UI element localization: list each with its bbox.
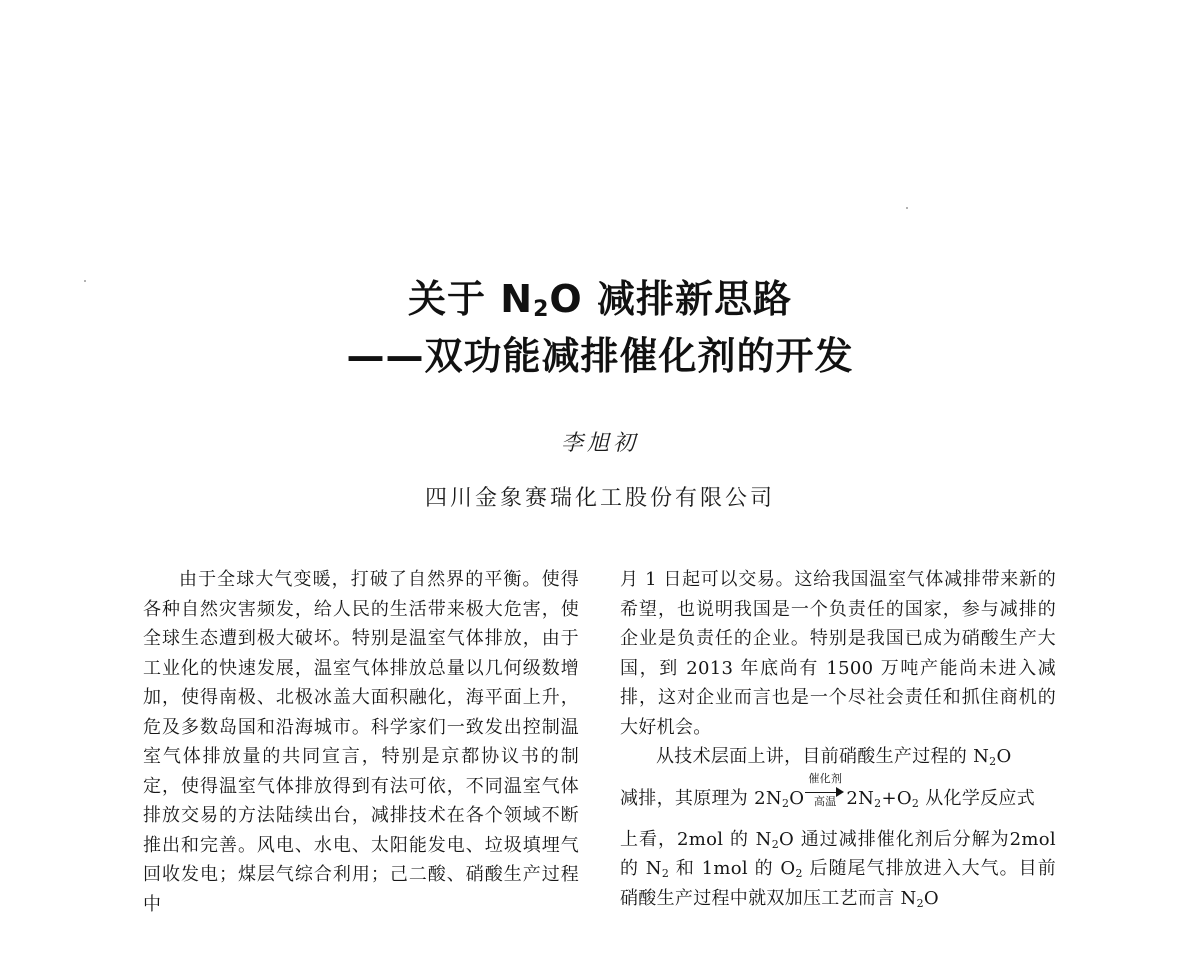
text-line: 电；煤层气综合利用；己二酸、硝酸生产过程中 [143,864,580,915]
reaction-arrow-shaft [805,792,839,793]
text-segment: 2mol 的 N [620,828,1056,879]
subscript: 2 [916,896,924,910]
title-subscript: 2 [533,297,550,322]
right-column [620,565,1056,913]
body-paragraph-line [620,742,1056,772]
text-segment: 从技术层面上讲，目前硝酸生产过程的 N [656,746,990,767]
text-line: 新的希望，也说明我国是一个负责任的国家，参 [620,569,1057,620]
subscript: 2 [771,837,780,851]
title-text-after-subscript: O 减排新思路 [549,277,792,321]
text-line: 科学家们一致发出控制温室气体排放量的共同 [143,716,579,767]
title-line-2: ——双功能减排催化剂的开发 [346,334,854,378]
text-line: 责任和抓住商机的大好机会。 [620,687,1056,738]
author-affiliation: 四川金象赛瑞化工股份有限公司 [424,486,775,511]
subscript: 2 [795,867,803,880]
text-line: 为硝酸生产大国，到 2013 年底尚有 1500 万吨产 [620,628,1056,679]
subscript: 2 [989,755,997,768]
reaction-catalyst-label: 催化剂 [808,771,843,785]
text-line: 总量以几何级数增加，使得南极、北极冰盖大面 [143,657,579,708]
body-paragraph [620,565,1056,742]
subscript: 2 [661,867,670,880]
text-line: 法陆续出台，减排技术在各个领域不断推出和完 [143,805,579,856]
text-segment: O [996,746,1012,767]
title-line-1 [0,268,1200,323]
text-line: 善。风电、水电、太阳能发电、垃圾填埋气回收发 [143,834,580,885]
text-line: 体排放，由于工业化的快速发展，温室气体排放 [143,628,579,679]
reaction-arrow [805,771,845,810]
equation-suffix: 从化学反应式 [919,787,1036,809]
subscript: 2 [781,796,790,810]
text-line: 使得各种自然灾害频发，给人民的生活带来极大 [143,569,579,620]
body-paragraph [620,825,1056,914]
text-line: 排放得到有法可依，不同温室气体排放交易的方 [143,775,579,826]
text-segment: 上看，2mol 的 N [620,828,772,850]
text-line: 能尚未进入减排，这对企业而言也是一个尽社会 [620,657,1056,708]
text-line: 危害，使全球生态遭到极大破坏。特别是温室气 [143,598,579,649]
text-segment: 后随尾气排放进入大 [802,858,981,879]
reaction-condition-label: 高温 [814,794,837,808]
author-name: 李旭初 [560,431,639,456]
body-paragraph [143,565,579,919]
title-text-before-subscript: 关于 N [408,277,534,321]
equation-product: 2N [846,787,875,809]
text-line: 由于全球大气变暖，打破了自然界的平衡。 [179,569,542,590]
scan-speck [906,207,908,209]
subscript: 2 [874,796,882,810]
equation-product: +O [881,787,912,809]
text-segment: 气。目前硝酸生产过程中就双加压工艺而言 N [620,858,1056,909]
text-line: 积融化，海平面上升，危及多数岛国和沿海城市。 [143,687,580,738]
left-column [143,565,579,919]
text-segment: 和 1mol 的 O [669,858,796,879]
subscript: 2 [911,796,920,810]
text-line: 宣言，特别是京都协议书的制定，使得温室气体 [143,746,579,797]
text-segment: O 通过减排催化剂后分解为 [779,828,1010,850]
text-line: 月 1 日起可以交易。这给我国温室气体减排带来 [620,569,1019,590]
text-segment: O [923,887,939,909]
text-line: 与减排的企业是负责任的企业。特别是我国已成 [620,598,1056,649]
equation-reactant: O [789,787,805,809]
chemical-equation-line [620,772,1056,825]
equation-prefix: 减排，其原理为 2N [620,787,782,809]
